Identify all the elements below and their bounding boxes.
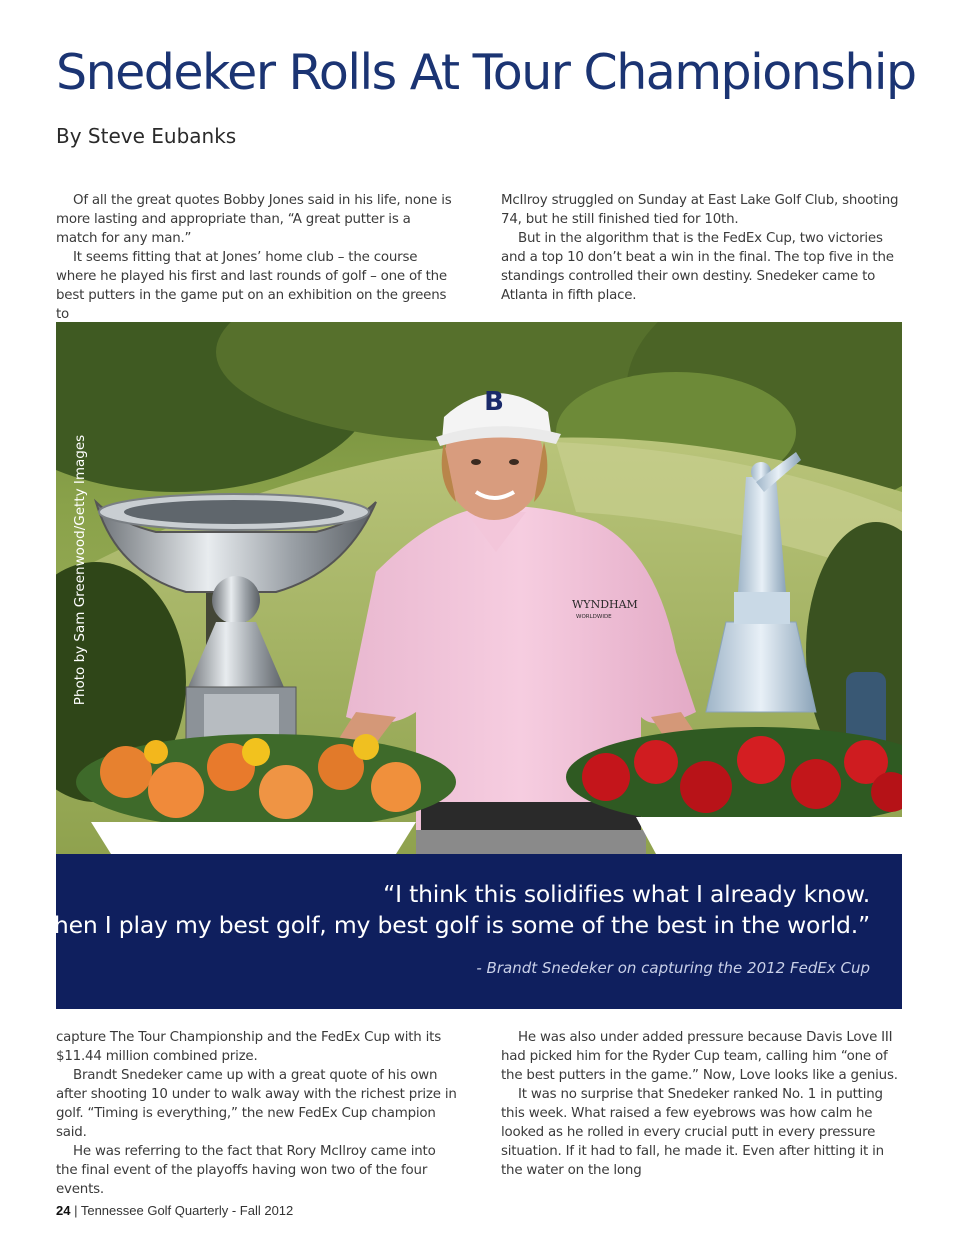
paragraph: He was also under added pressure because Davis Love III had picked him for the Ryder Cup team, calling him “one of the best putters in the game.” Now, Love looks like a genius. [501,1030,898,1083]
paragraph: McIlroy struggled on Sunday at East Lake Golf Club, shooting 74, but he still finished tied for 10th. [501,193,899,227]
shirt-logo-sub: WORLDWIDE [576,614,612,620]
paragraph: Of all the great quotes Bobby Jones said in his life, none is more lasting and appropriate than, “A great putter is a match for any man.” [56,193,452,246]
photo-credit: Photo by Sam Greenwood/Getty Images [72,434,88,706]
golfer-with-trophies-illustration [56,322,902,854]
publication-info: | Tennessee Golf Quarterly - Fall 2012 [70,1203,294,1218]
paragraph: He was referring to the fact that Rory McIlroy came into the final event of the playoffs having won two of the four events. [56,1144,436,1197]
paragraph: It was no surprise that Snedeker ranked No. 1 in putting this week. What raised a few eyebrows was how calm he looked as he rolled in every crucial putt in every pressure situation. If it had to fall, he made it. Even after hitting it in the water on the long [501,1087,884,1178]
text-column-1 [56,191,456,324]
page-footer [56,1203,293,1218]
text-column-2 [501,191,905,305]
page-number: 24 [56,1203,71,1218]
quote-line-2: When I play my best golf, my best golf is some of the best in the world.” [30,911,870,939]
quote-attribution: - Brandt Snedeker on capturing the 2012 FedEx Cup [476,959,870,977]
text-column-3 [56,1028,458,1199]
paragraph: It seems fitting that at Jones’ home club – the course where he played his first and last rounds of golf – one of the best putters in the game put on an exhibition on the greens to [56,250,447,322]
shirt-logo: WYNDHAM [572,598,638,611]
text-column-4 [501,1028,905,1180]
paragraph: Brandt Snedeker came up with a great quote of his own after shooting 10 under to walk away with the richest prize in golf. “Timing is everything,” the new FedEx Cup champion said. [56,1068,457,1140]
quote-line-1: “I think this solidifies what I already know. [383,880,870,908]
paragraph: capture The Tour Championship and the FedEx Cup with its $11.44 million combined prize. [56,1030,441,1064]
byline: By Steve Eubanks [56,124,237,148]
article-title: Snedeker Rolls At Tour Championship [56,44,916,101]
visor-logo: B [484,387,504,417]
paragraph: But in the algorithm that is the FedEx Cup, two victories and a top 10 don’t beat a win in the final. The top five in the standings controlled their own destiny. Snedeker came to Atlanta in fifth place. [501,231,894,303]
hero-photo [56,322,902,854]
pull-quote [30,854,902,1009]
